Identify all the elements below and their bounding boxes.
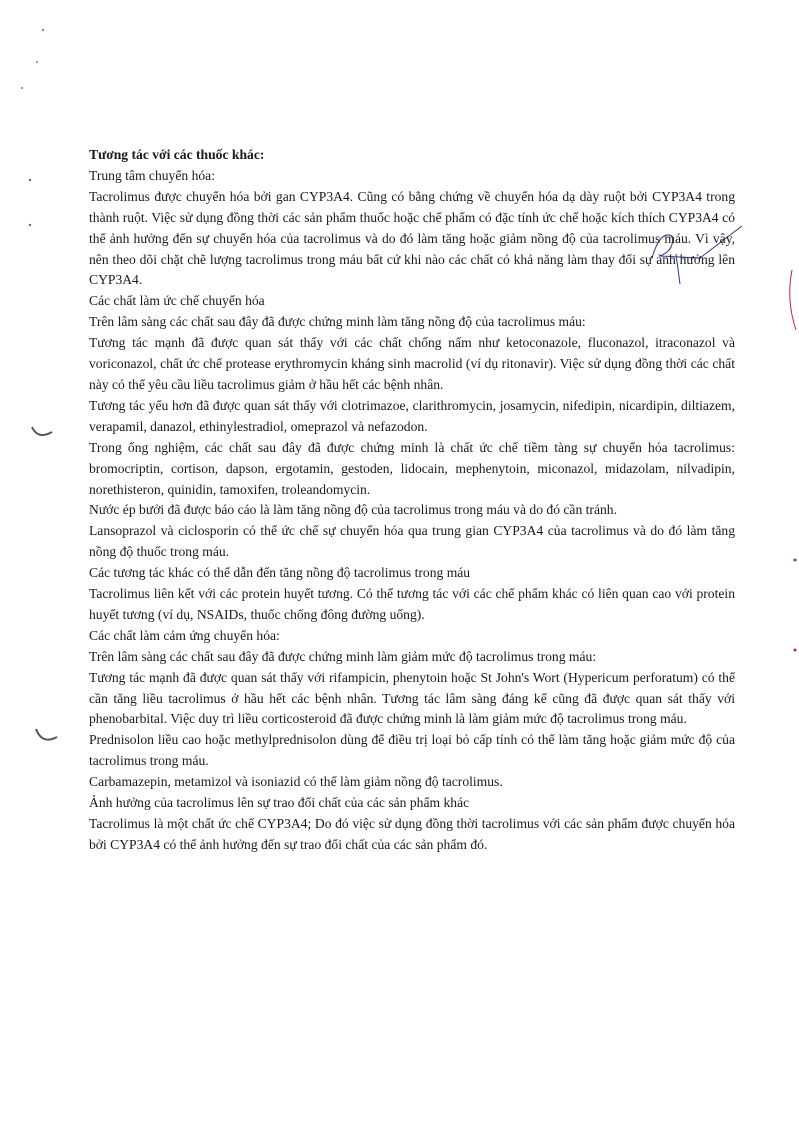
paragraph: Tacrolimus liên kết với các protein huyết tương. Có thể tương tác với các chế phẩm khác có liên quan cao với protein huyết tương (ví dụ, NSAIDs, thuốc chống đông đường uống). [89, 586, 735, 622]
paragraph: Tacrolimus được chuyển hóa bởi gan CYP3A4. Cũng có bằng chứng về chuyển hóa dạ dày ruột bởi CYP3A4 trong thành ruột. Việc sử dụng đồng thời các sản phẩm thuốc hoặc chế phẩm có đặc tính ức chế hoặc kích thích CYP3A4 có thể ảnh hưởng đến sự chuyển hóa của tacrolimus và do đó làm tăng hoặc giảm nồng độ của tacrolimus máu. Vì vậy, nên theo dõi chặt chẽ lượng tacrolimus trong máu bất cứ khi nào các chất có khả năng làm thay đổi sự ảnh hưởng lên CYP3A4. [89, 188, 735, 288]
paragraph: Trung tâm chuyển hóa: [89, 167, 215, 183]
paragraph: Ảnh hưởng của tacrolimus lên sự trao đổi chất của các sản phẩm khác [89, 795, 470, 811]
paragraph: Các tương tác khác có thể dẫn đến tăng nồng độ tacrolimus trong máu [89, 565, 471, 581]
seal-edge-mark [794, 559, 797, 562]
paragraph: Tacrolimus là một chất ức chế CYP3A4; Do đó việc sử dụng đồng thời tacrolimus với các sản phẩm được chuyển hóa bởi CYP3A4 có thể ảnh hưởng đến sự trao đổi chất của các sản phẩm đó. [89, 816, 735, 852]
paragraph: Trên lâm sàng các chất sau đây đã được chứng minh làm tăng nồng độ của tacrolimus máu: [89, 314, 586, 330]
paragraph: Prednisolon liều cao hoặc methylprednisolon dùng để điều trị loại bỏ cấp tính có thể làm tăng hoặc giảm mức độ của tacrolimus trong máu. [89, 732, 735, 769]
scan-speck [42, 29, 44, 31]
hole-punch-mark [36, 729, 57, 740]
seal-edge-mark [794, 649, 797, 652]
scan-speck [29, 224, 31, 226]
paragraph: Lansoprazol và ciclosporin có thể ức chế sự chuyển hóa qua trung gian CYP3A4 của tacrolimus và do đó làm tăng nồng độ thuốc trong máu. [89, 523, 735, 560]
seal-edge-mark [790, 270, 796, 330]
section-heading: Tương tác với các thuốc khác: [89, 147, 265, 162]
scan-speck [36, 61, 38, 63]
paragraph: Nước ép bưởi đã được báo cáo là làm tăng nồng độ của tacrolimus trong máu và do đó cần tránh. [89, 502, 617, 518]
paragraph: Các chất làm ức chế chuyển hóa [89, 293, 265, 309]
paragraph: Trong ống nghiệm, các chất sau đây đã được chứng minh là chất ức chế tiềm tàng sự chuyển hóa tacrolimus: bromocriptin, cortison, dapson, ergotamin, gestoden, lidocain, mephenytoin, miconazol, midazolam, nilvadipin, norethisteron, quinidin, tamoxifen, troleandomycin. [89, 439, 735, 497]
paragraph: Carbamazepin, metamizol và isoniazid có thể làm giảm nồng độ tacrolimus. [89, 774, 503, 790]
paragraph: Tương tác mạnh đã được quan sát thấy với các chất chống nấm như ketoconazole, fluconazol, itraconazol và voriconazol, chất ức chế protease erythromycin kháng sinh macrolid (ví dụ ritonavir). Việc sử dụng đồng thời các chất này có thể yêu cầu liều tacrolimus giảm ở hầu hết các bệnh nhân. [89, 335, 735, 392]
scan-speck [21, 87, 23, 89]
paragraph: Trên lâm sàng các chất sau đây đã được chứng minh làm giảm mức độ tacrolimus trong máu: [89, 648, 597, 664]
document-body [89, 145, 735, 856]
paragraph: Tương tác mạnh đã được quan sát thấy với rifampicin, phenytoin hoặc St John's Wort (Hypericum perforatum) có thể cần tăng liều tacrolimus ở hầu hết các bệnh nhân. Tương tác lâm sàng đáng kể cũng đã được quan sát thấy với phenobarbital. Việc duy trì liều corticosteroid đã được chứng minh là làm giảm mức độ tacrolimus trong máu. [89, 669, 735, 727]
hole-punch-mark [32, 427, 52, 435]
scan-speck [29, 179, 31, 181]
paragraph: Tương tác yếu hơn đã được quan sát thấy với clotrimazoe, clarithromycin, josamycin, nifedipin, nicardipin, diltiazem, verapamil, danazol, ethinylestradiol, omeprazol và nefazodon. [89, 397, 735, 434]
paragraph: Các chất làm cảm ứng chuyển hóa: [89, 627, 280, 643]
